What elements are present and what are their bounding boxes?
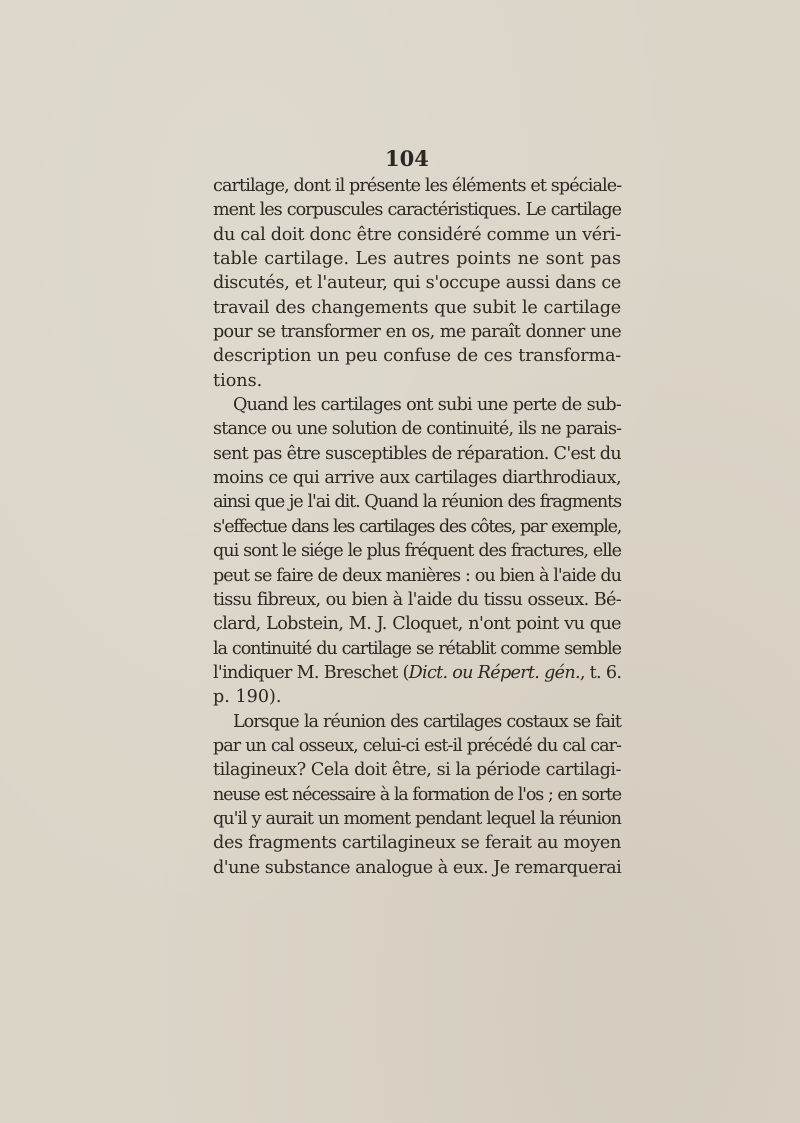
citation-title: Dict. ou Répert. gén.	[408, 662, 580, 683]
page-number: 104	[385, 146, 429, 171]
text-line: d'une substance analogue à eux. Je remarquerai	[213, 857, 622, 878]
text-line: tissu fibreux, ou bien à l'aide du tissu osseux. Bé-	[213, 589, 621, 610]
text-line: des fragments cartilagineux se ferait au moyen	[213, 833, 621, 854]
text-line: cartilage, dont il présente les éléments et spéciale-	[213, 176, 622, 196]
text-line: clard, Lobstein, M. J. Cloquet, n'ont point vu que	[213, 614, 621, 635]
text-line: tilagineux? Cela doit être, si la période cartilagi-	[213, 760, 621, 781]
text-line: p. 190).	[213, 687, 282, 708]
text-line: qu'il y aurait un moment pendant lequel la réunion	[213, 808, 621, 829]
text-line: s'effectue dans les cartilages des côtes, par exemple,	[213, 516, 621, 537]
text-line: travail des changements que subit le cartilage	[213, 297, 621, 318]
citation-suffix: , t. 6.	[579, 662, 622, 683]
text-line: ainsi que je l'ai dit. Quand la réunion des fragments	[213, 492, 621, 513]
text-line: sent pas être susceptibles de réparation. C'est du	[213, 443, 621, 464]
text-line: par un cal osseux, celui-ci est-il précédé du cal car-	[213, 735, 621, 756]
text-line: peut se faire de deux manières : ou bien à l'aide du	[213, 565, 621, 586]
text-line: moins ce qui arrive aux cartilages diarthrodiaux,	[213, 468, 621, 489]
body-text	[213, 174, 621, 880]
text-line: neuse est nécessaire à la formation de l'os ; en sorte	[213, 784, 621, 805]
text-line: ment les corpuscules caractéristiques. Le cartilage	[213, 200, 621, 221]
text-line: discutés, et l'auteur, qui s'occupe aussi dans ce	[213, 273, 621, 294]
text-line: la continuité du cartilage se rétablit comme semble	[213, 638, 621, 659]
text-line: du cal doit donc être considéré comme un véri-	[213, 224, 621, 245]
paragraph-start-line: Quand les cartilages ont subi une perte de sub-	[233, 395, 621, 416]
text-line: tions.	[213, 370, 263, 391]
citation-prefix: l'indiquer M. Breschet (	[213, 662, 409, 683]
text-line: description un peu confuse de ces transforma-	[213, 346, 621, 367]
paragraph-start-line: Lorsque la réunion des cartilages costaux se fait	[233, 711, 621, 732]
text-line: pour se transformer en os, me paraît donner une	[213, 322, 621, 343]
text-line: qui sont le siége le plus fréquent des fractures, elle	[213, 541, 621, 562]
citation-line	[213, 661, 621, 685]
text-line: table cartilage. Les autres points ne sont pas	[213, 249, 621, 270]
text-line: stance ou une solution de continuité, ils ne parais-	[213, 419, 622, 440]
